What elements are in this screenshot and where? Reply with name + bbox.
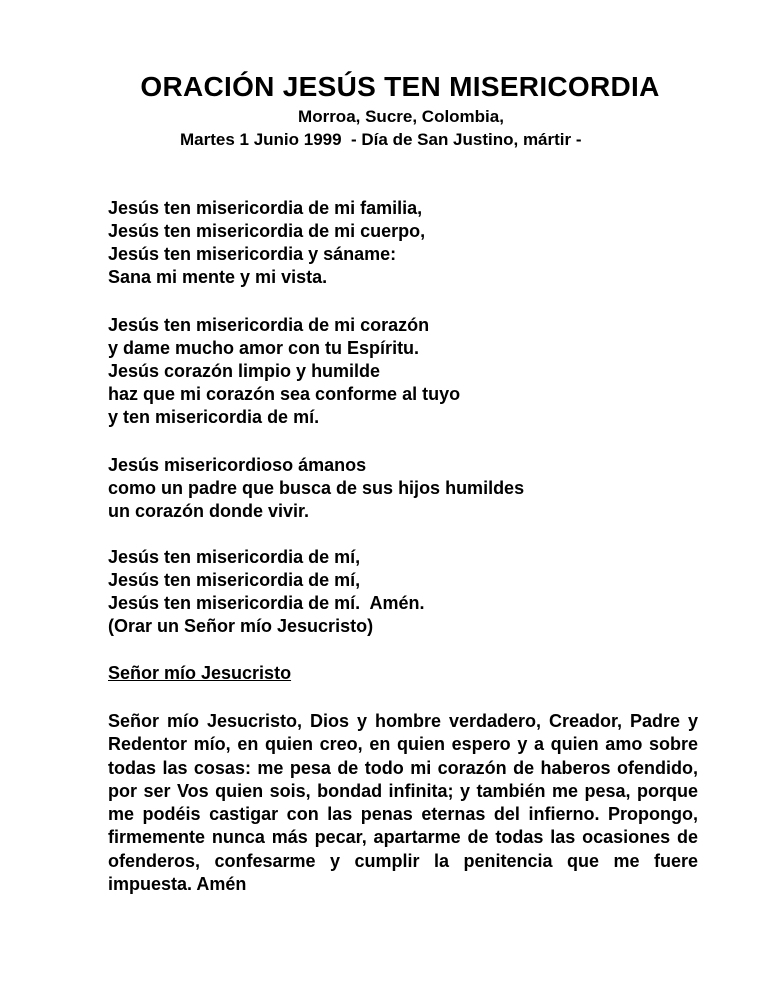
verse-line: Jesús corazón limpio y humilde bbox=[108, 361, 381, 381]
stanza-4 bbox=[108, 546, 424, 638]
verse-line: Sana mi mente y mi vista. bbox=[108, 267, 328, 287]
stanza-2 bbox=[108, 314, 460, 429]
stanza-1 bbox=[108, 197, 425, 289]
verse-line: Jesús misericordioso ámanos bbox=[108, 455, 367, 475]
page-title: ORACIÓN JESÚS TEN MISERICORDIA bbox=[140, 71, 660, 102]
verse-line: y dame mucho amor con tu Espíritu. bbox=[108, 338, 420, 358]
prayer-paragraph: Señor mío Jesucristo, Dios y hombre verdadero, Creador, Padre y Redentor mío, en quien creo, en quien espero y a quien amo sobre todas las cosas: me pesa de todo mi corazón de haberos ofendido, por ser Vos quien sois, bondad infinita; y también me pesa, porque me podéis castigar con las penas eternas del infierno. Propongo, firmemente nunca más pecar, apartarme de todas las ocasiones de ofenderos, confesarme y cumplir la penitencia que me fuere impuesta. Amén bbox=[108, 711, 698, 895]
verse-line: y ten misericordia de mí. bbox=[108, 407, 320, 427]
subtitle-date: Martes 1 Junio 1999 - Día de San Justino, mártir - bbox=[180, 130, 582, 149]
stanza-3 bbox=[108, 454, 524, 523]
section-heading: Señor mío Jesucristo bbox=[108, 663, 292, 683]
verse-line: Jesús ten misericordia de mi corazón bbox=[108, 315, 430, 335]
verse-line: Jesús ten misericordia y sáname: bbox=[108, 244, 397, 264]
verse-line: un corazón donde vivir. bbox=[108, 501, 310, 521]
verse-line: Jesús ten misericordia de mí. Amén. bbox=[108, 593, 425, 613]
verse-line: (Orar un Señor mío Jesucristo) bbox=[108, 616, 374, 636]
verse-line: Jesús ten misericordia de mí, bbox=[108, 547, 361, 567]
subtitle-place: Morroa, Sucre, Colombia, bbox=[298, 107, 504, 126]
verse-line: Jesús ten misericordia de mí, bbox=[108, 570, 361, 590]
verse-line: Jesús ten misericordia de mi cuerpo, bbox=[108, 221, 426, 241]
verse-line: como un padre que busca de sus hijos humildes bbox=[108, 478, 525, 498]
verse-line: haz que mi corazón sea conforme al tuyo bbox=[108, 384, 461, 404]
verse-line: Jesús ten misericordia de mi familia, bbox=[108, 198, 423, 218]
